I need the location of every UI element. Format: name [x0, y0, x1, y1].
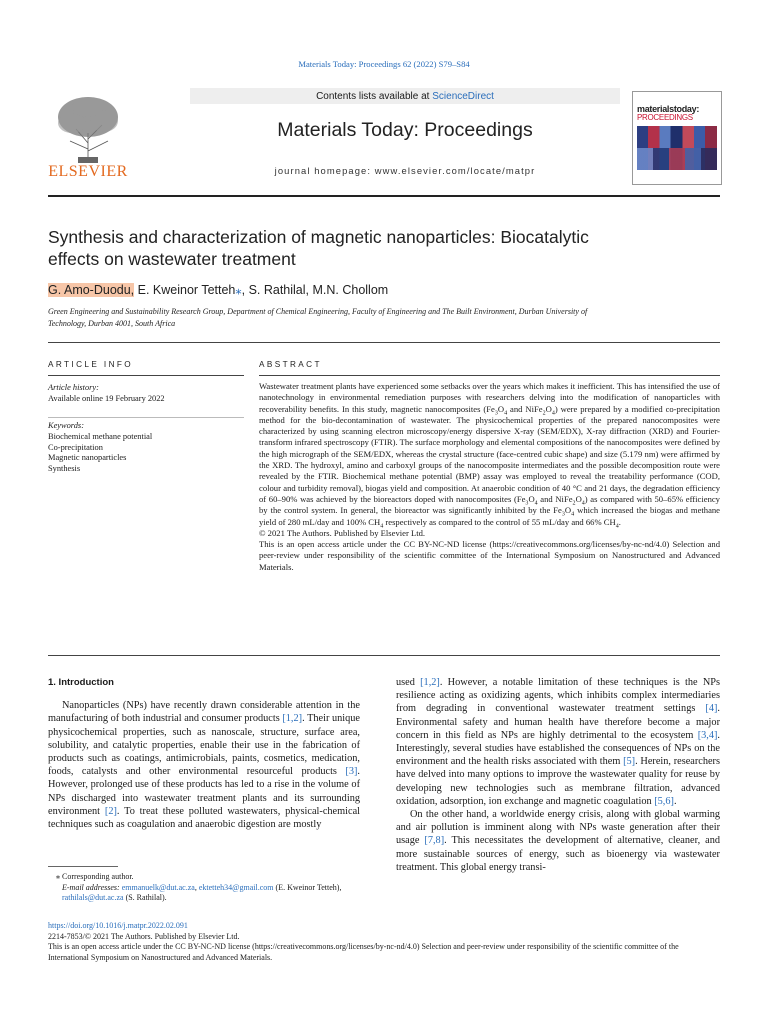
body-right-column [396, 676, 720, 874]
abstract-paragraph: Wastewater treatment plants have experienced some setbacks over the years which makes it inefficient. This has intensified the use of nanotechnology in environmental remediation purposes with researchers delving into the modification of nanoparticles with recoverability benefits. In this study, magnetic nanocomposites ($Fe_3O_4$ and $NiFe_2O_4$) were prepared by a modified co-precipitation method for the bio-decontamination of wastewater. The physicochemical properties of the prepared nanocomposites were characterized by using scanning electron microscopy/energy dispersive X-ray (SEM/EDX), X-ray diffraction (XRD) and Fourier-transform infrared spectroscopy (FTIR). The surface morphology and elemental compositions of the nanocomposites were defined by the high micrograph of the SEM/EDX, whereas the crystal structure (face-centred cubic shape) and size (5.179 nm) were affirmed by the XRD. The hydroxyl, amino and carboxyl groups of the nanocomposite intermediates and the possible decomposition route were revealed by the FTIR. Biochemical methane potential (BMP) assay was employed to reveal the treatability performance (COD, colour and turbidity removal), biogas yield and composition. At anaerobic condition of 40 °C and 21 days, the degradation efficiency of 60–90% was achieved by the bioreactors doped with nanocomposites ($Fe_3O_4$ and $NiFe_2O_4$) as compared with 50–65% efficiency by the control system. In general, the bioreactor was significantly inhibited by the $Fe_3O_4$ which increased the biogas and methane yield of 280 mL/day and 100% $CH_4$ respectively as compared to the control of 55 mL/day and 66% $CH_4$. [259, 381, 720, 530]
footnote [48, 872, 360, 904]
body-rule [48, 655, 720, 656]
sciencedirect-link[interactable]: ScienceDirect [432, 91, 494, 102]
email-addresses: E-mail addresses: emmanuelk@dut.ac.za, ektetteh34@gmail.com (E. Kweinor Tetteh), rathilals@dut.ac.za (S. Rathilal). [62, 882, 342, 902]
article-info-rule [48, 375, 244, 376]
article-info-heading: ARTICLE INFO [48, 360, 134, 369]
corresponding-author-mark[interactable]: ⁎ [235, 283, 242, 297]
keyword-item: Magnetic nanoparticles [48, 453, 127, 463]
reference-link[interactable]: [7,8] [424, 835, 445, 847]
history-value: Available online 19 February 2022 [48, 393, 165, 403]
doi-link[interactable]: https://doi.org/10.1016/j.matpr.2022.02.091 [48, 921, 188, 930]
reference-link[interactable]: [3] [345, 766, 358, 778]
abstract-body [259, 381, 720, 573]
author-affiliation [48, 306, 720, 330]
intro-paragraph-1-cont: used [1,2]. However, a notable limitation of these techniques is the NPs resilience acting as oxidizing agents, which inhibits complex intermediaries from degrading in conventional wastewater treatment settings [4]. Environmental safety and human health have therefore become a major concern in this field as NPs are highly detrimental to the ecosystem [3,4]. Interestingly, several studies have established the consequences of NPs on the environment and the health risks associated with them [5]. Herein, researchers have delved into many options to improve the wastewater quality for reuse by developing new technologies such as membrane filtration, advanced oxidation, adsorption, ion exchange and magnetic coagulation [5,6]. [396, 677, 720, 807]
section-rule [48, 342, 720, 343]
affiliation-line2: Technology, Durban 4001, South Africa [48, 319, 176, 328]
email-link[interactable]: emmanuelk@dut.ac.za [121, 882, 195, 892]
cover-subtitle: PROCEEDINGS [637, 113, 693, 122]
journal-homepage[interactable]: journal homepage: www.elsevier.com/locate/matpr [274, 165, 536, 176]
reference-link[interactable]: [3,4] [697, 729, 718, 741]
affiliation-line1: Green Engineering and Sustainability Research Group, Department of Chemical Engineering, Faculty of Engineering and The Built Environment, Durban University of [48, 307, 588, 316]
keyword-item: Biochemical methane potential [48, 431, 153, 441]
author-tetteh[interactable]: E. Kweinor Tetteh [134, 283, 236, 297]
history-label: Article history: [48, 383, 99, 392]
keyword-item: Synthesis [48, 464, 81, 474]
contents-prefix: Contents lists available at [316, 91, 433, 102]
keywords-block [48, 421, 248, 475]
abstract-heading: ABSTRACT [259, 360, 322, 369]
reference-link[interactable]: [4] [705, 703, 718, 715]
body-left-column [48, 676, 360, 831]
elsevier-tree-icon [48, 93, 128, 165]
reference-link[interactable]: [1,2] [420, 677, 440, 688]
article-title [48, 226, 648, 270]
cover-image-lower [637, 148, 717, 170]
reference-link[interactable]: [1,2] [282, 713, 303, 725]
footnote-mark: ⁎ [56, 872, 60, 881]
author-amo-duodu[interactable]: G. Amo-Duodu, [48, 283, 135, 297]
email-link[interactable]: rathilals@dut.ac.za [62, 893, 124, 902]
cover-brand: materialstoday: [637, 104, 700, 114]
abstract-rule [259, 375, 720, 376]
elsevier-wordmark: ELSEVIER [48, 163, 128, 180]
author-others[interactable]: , S. Rathilal, M.N. Chollom [241, 283, 389, 297]
journal-cover-thumbnail[interactable] [632, 91, 722, 185]
email-label: E-mail addresses: [62, 882, 122, 892]
reference-link[interactable]: [5,6] [654, 795, 674, 807]
section-heading-introduction: 1. Introduction [48, 677, 114, 688]
article-history [48, 383, 248, 405]
keywords-label: Keywords: [48, 421, 84, 430]
keyword-item: Co-precipitation [48, 442, 103, 452]
bottom-info [48, 921, 720, 963]
abstract-copyright: © 2021 The Authors. Published by Elsevier Ltd. [259, 527, 426, 538]
article-title-line2: effects on wastewater treatment [48, 249, 296, 269]
footnote-rule [48, 866, 118, 867]
email-link[interactable]: ektetteh34@gmail.com [198, 882, 274, 892]
journal-title: Materials Today: Proceedings [277, 119, 533, 141]
intro-paragraph-1: Nanoparticles (NPs) have recently drawn considerable attention in the manufacturing of both industrial and consumer products [1,2]. Their unique physicochemical properties, such as nanoscale, structure, surface area, solubility, and catalytic properties, enable their use in the fabrication of products such as coatings, antimicrobials, paints, cosmetics, medication, foods, catalysts and other environmental resourceful products [3]. However, prolonged use of these products has led to a rise in the volume of NPs discharged into wastewater treatment plants and its surrounding environment [2]. To treat these polluted wastewaters, physical-chemical techniques such as coagulation and anaerobic digestion are mostly [48, 700, 361, 831]
contents-line [190, 91, 620, 102]
abstract-license: This is an open access article under the CC BY-NC-ND license (https://creativecommons.org/licenses/by-nc-nd/4.0) Selection and peer-review under responsibility of the scientific committee of the International Symposium on Nanostructured and Advanced Materials. [259, 539, 720, 572]
header-rule [48, 195, 720, 197]
corresponding-note [48, 872, 360, 883]
bottom-license: This is an open access article under the CC BY-NC-ND license (https://creativecommons.org/licenses/by-nc-nd/4.0) Selection and peer-review under responsibility of the scientific committee of the International Symposium on Nanostructured and Advanced Materials. [48, 942, 679, 962]
issn-line: 2214-7853/© 2021 The Authors. Published by Elsevier Ltd. [48, 931, 240, 941]
journal-citation[interactable]: Materials Today: Proceedings 62 (2022) S79–S84 [298, 59, 470, 69]
reference-link[interactable]: [2] [104, 805, 117, 817]
reference-link[interactable]: [5] [623, 756, 636, 768]
intro-paragraph-2: On the other hand, a worldwide energy crisis, along with global warming and air pollution is imminent along with NPs waste generation after their usage [7,8]. This necessitates the development of alternative, cleaner, and more sustainable sources of energy, such as bioenergy via wastewater treatment. This global energy transi- [396, 809, 720, 873]
corresponding-label: Corresponding author. [62, 872, 134, 881]
author-list [48, 282, 388, 297]
article-title-line1: Synthesis and characterization of magnetic nanoparticles: Biocatalytic [48, 227, 589, 247]
keywords-rule [48, 417, 244, 418]
